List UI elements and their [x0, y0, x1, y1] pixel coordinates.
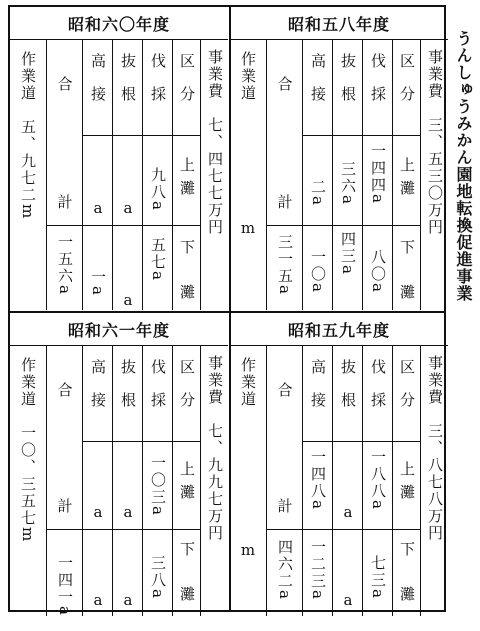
basson-column — [112, 39, 143, 310]
kosetsu-column — [302, 39, 333, 310]
bassai-value-down: 三八a — [149, 555, 167, 600]
bassai-value-up: 一八八a — [369, 449, 387, 511]
gokei-value: 四六二a — [276, 539, 294, 601]
gokei-column — [266, 345, 303, 616]
kubun-column — [172, 345, 201, 631]
gokei-column — [266, 39, 303, 310]
sagyodo-text: 作業道 一〇、三五七m — [19, 357, 37, 544]
bassai-label: 伐採 — [149, 53, 167, 119]
kubun-down: 下灘 — [178, 239, 196, 329]
kosetsu-value-down: 一〇a — [309, 249, 327, 294]
bassai-column — [142, 345, 173, 616]
kubun-down: 下灘 — [398, 541, 416, 631]
kubun-up: 上灘 — [178, 461, 196, 507]
sagyodo-column — [10, 39, 46, 310]
basson-value-up: a — [123, 199, 133, 217]
data-table — [8, 5, 446, 631]
sagyodo-unit: m — [240, 541, 256, 559]
basson-column — [332, 39, 363, 310]
basson-value-down: a — [123, 291, 133, 309]
kosetsu-value-up: 二a — [309, 179, 327, 207]
kosetsu-label: 高接 — [89, 53, 107, 119]
basson-column — [112, 345, 143, 616]
kosetsu-value-down: 一a — [89, 269, 107, 297]
kosetsu-value-down: 一二三a — [309, 539, 327, 601]
gokei-label-2: 計 — [277, 497, 293, 515]
quadrant-s60 — [10, 7, 228, 329]
year-header: 昭和五八年度 — [230, 7, 448, 40]
sagyodo-text: 作業道 五、九七二m — [19, 51, 37, 221]
basson-value-up: 三六a — [339, 161, 357, 206]
jigyohi-column — [200, 345, 229, 616]
bassai-label: 伐採 — [149, 359, 167, 425]
kubun-column — [392, 345, 421, 631]
bassai-value-down: 七三a — [369, 555, 387, 600]
bassai-label: 伐採 — [369, 359, 387, 425]
kubun-up: 上灘 — [398, 157, 416, 203]
basson-value-down: a — [343, 591, 353, 609]
quadrant-s59 — [230, 313, 448, 631]
bassai-value-down: 五七a — [149, 237, 167, 282]
kosetsu-column — [82, 39, 113, 310]
sagyodo-column — [10, 345, 46, 616]
bassai-value-up: 一〇三a — [149, 455, 167, 517]
gokei-value: 一五六a — [56, 234, 74, 296]
gokei-label-1: 合 — [277, 381, 293, 399]
sagyodo-text: 作業道 — [239, 357, 257, 408]
kubun-up: 上灘 — [178, 157, 196, 203]
gokei-value: 一四一a — [56, 555, 74, 617]
jigyohi-column — [200, 39, 229, 310]
year-header: 昭和五九年度 — [230, 313, 448, 346]
sagyodo-column — [230, 345, 266, 616]
kubun-up: 上灘 — [398, 461, 416, 507]
basson-value-down: 四三a — [339, 231, 357, 276]
sagyodo-text: 作業道 — [239, 51, 257, 102]
basson-value-up: a — [123, 503, 133, 521]
bassai-value-up: 九八a — [149, 167, 167, 212]
basson-label: 抜根 — [119, 53, 137, 119]
bassai-value-down: 八〇a — [369, 249, 387, 294]
bassai-column — [142, 39, 173, 310]
bassai-column — [362, 345, 393, 616]
kosetsu-column — [82, 345, 113, 616]
kosetsu-value-up: 一四八a — [309, 449, 327, 511]
gokei-label-2: 計 — [57, 193, 73, 211]
jigyohi-text: 事業費 七、九九七万円 — [206, 355, 224, 542]
kosetsu-value-up: a — [93, 199, 103, 217]
quadrant-s58 — [230, 7, 448, 329]
kosetsu-value-down: a — [93, 591, 103, 609]
gokei-value: 三一五a — [276, 234, 294, 296]
basson-label: 抜根 — [339, 53, 357, 119]
jigyohi-text: 事業費 三、八七八万円 — [426, 355, 444, 542]
basson-column — [332, 345, 363, 616]
gokei-column — [46, 345, 83, 616]
year-header: 昭和六〇年度 — [10, 7, 228, 40]
kubun-label: 区分 — [178, 53, 196, 119]
kubun-down: 下灘 — [398, 239, 416, 329]
sagyodo-unit: m — [240, 219, 256, 237]
gokei-column — [46, 39, 83, 310]
kubun-column — [172, 39, 201, 329]
jigyohi-column — [420, 345, 449, 616]
gokei-label-1: 合 — [57, 75, 73, 93]
jigyohi-column — [420, 39, 449, 310]
basson-value-up: a — [343, 503, 353, 521]
bassai-label: 伐採 — [369, 53, 387, 119]
kosetsu-label: 高接 — [309, 53, 327, 119]
document-title: うんしゅうみかん園地転換促進事業 — [454, 30, 473, 302]
gokei-label-1: 合 — [57, 381, 73, 399]
kosetsu-label: 高接 — [89, 359, 107, 425]
kosetsu-value-up: a — [93, 503, 103, 521]
jigyohi-text: 事業費 三、五三〇万円 — [426, 49, 444, 236]
sagyodo-column — [230, 39, 266, 310]
gokei-label-2: 計 — [277, 193, 293, 211]
kosetsu-column — [302, 345, 333, 616]
gokei-label-1: 合 — [277, 75, 293, 93]
kubun-down: 下灘 — [178, 541, 196, 631]
kubun-label: 区分 — [178, 359, 196, 425]
basson-value-down: a — [123, 591, 133, 609]
basson-label: 抜根 — [339, 359, 357, 425]
kosetsu-label: 高接 — [309, 359, 327, 425]
bassai-value-up: 一四四a — [369, 143, 387, 205]
gokei-label-2: 計 — [57, 497, 73, 515]
kubun-column — [392, 39, 421, 329]
quadrant-s61 — [10, 313, 228, 631]
basson-label: 抜根 — [119, 359, 137, 425]
kubun-label: 区分 — [398, 53, 416, 119]
kubun-label: 区分 — [398, 359, 416, 425]
bassai-column — [362, 39, 393, 310]
year-header: 昭和六一年度 — [10, 313, 228, 346]
jigyohi-text: 事業費 七、四七七万円 — [206, 49, 224, 236]
